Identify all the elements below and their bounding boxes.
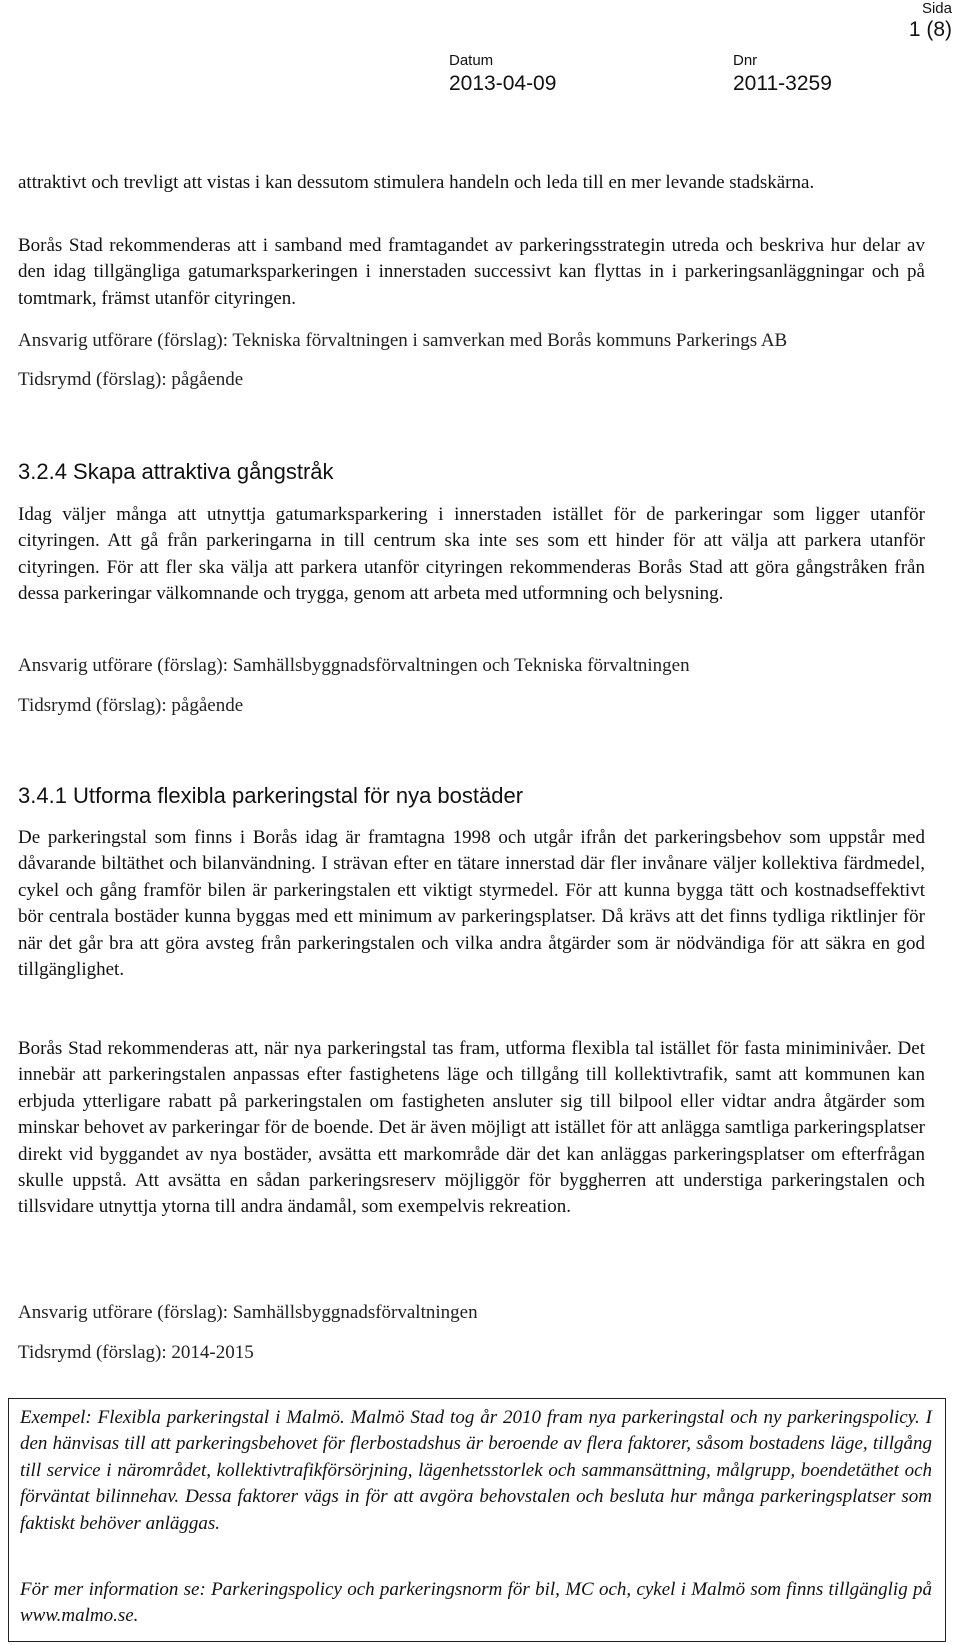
date-label: Datum xyxy=(449,52,494,69)
section-3-4-1-paragraph-1: De parkeringstal som finns i Borås idag är framtagna 1998 och utgår ifrån det parkeringsbehov som uppstår med dåvarande biltäthet och bilanvändning. I strävan efter en tätare innerstad där fler invånare väljer kollektiva färdmedel, cykel och gång framför bilen är parkeringstalen ett viktigt styrmedel. För att kunna bygga tätt och kostnadseffektivt bör centrala bostäder kunna byggas med ett minimum av parkeringsplatser. Då krävs att det finns tydliga riktlinjer för när det går bra att göra avsteg från parkeringstalen och vilka andra åtgärder som är nödvändiga för att säkra en god tillgänglighet. xyxy=(18,827,925,981)
intro-paragraph-1: attraktivt och trevligt att vistas i kan dessutom stimulera handeln och leda till en mer levande stadskärna. xyxy=(18,172,815,193)
intro-responsible: Ansvarig utförare (förslag): Tekniska förvaltningen i samverkan med Borås kommuns Parkerings AB xyxy=(18,330,788,351)
page-number: 1 (8) xyxy=(908,18,952,41)
section-heading-3-2-4: 3.2.4 Skapa attraktiva gångstråk xyxy=(18,459,334,484)
dnr-label: Dnr xyxy=(733,52,758,69)
more-info-paragraph: För mer information se: Parkeringspolicy och parkeringsnorm för bil, MC och, cykel i Malmö som finns tillgänglig på www.malmo.se. xyxy=(20,1579,932,1627)
section-3-4-1-timeframe: Tidsrymd (förslag): 2014-2015 xyxy=(18,1342,254,1363)
section-3-4-1-responsible: Ansvarig utförare (förslag): Samhällsbyggnadsförvaltningen xyxy=(18,1302,478,1323)
dnr-value: 2011-3259 xyxy=(733,72,832,95)
intro-timeframe: Tidsrymd (förslag): pågående xyxy=(18,369,244,390)
example-box xyxy=(8,1398,946,1642)
section-3-2-4-responsible: Ansvarig utförare (förslag): Samhällsbyggnadsförvaltningen och Tekniska förvaltningen xyxy=(18,655,690,676)
page-label: Sida xyxy=(921,0,952,17)
section-3-4-1-paragraph-2: Borås Stad rekommenderas att, när nya parkeringstal tas fram, utforma flexibla tal istället för fasta miniminivåer. Det innebär att parkeringstalen anpassas efter fastighetens läge och tillgång till kollektivtrafik, samt att kommunen kan erbjuda ytterligare rabatt på parkeringstalen om fastigheten ansluter sig till bilpool eller vidtar andra åtgärder som minskar behovet av parkeringar för de boende. Det är även möjligt att istället för att anlägga samtliga parkeringsplatser direkt vid byggandet av nya bostäder, avsätta ett markområde där det kan anläggas parkeringsplatser om efterfrågan skulle uppstå. Att avsätta en sådan parkeringsreserv möjliggör för byggherren att understiga parkeringstalen och tillsvidare utnyttja ytorna till andra ändamål, som exempelvis rekreation. xyxy=(18,1038,925,1218)
section-heading-3-4-1: 3.4.1 Utforma flexibla parkeringstal för nya bostäder xyxy=(18,783,524,808)
date-value: 2013-04-09 xyxy=(449,72,557,95)
section-3-2-4-paragraph: Idag väljer många att utnyttja gatumarksparkering i innerstaden istället för de parkeringar som ligger utanför cityringen. Att gå från parkeringarna in till centrum ska inte ses som ett hinder för att välja att parkera utanför cityringen. För att fler ska välja att parkera utanför cityringen rekommenderas Borås Stad att göra gångstråken från dessa parkeringar välkomnande och trygga, genom att arbeta med utformning och belysning. xyxy=(18,504,925,605)
example-paragraph: Exempel: Flexibla parkeringstal i Malmö. Malmö Stad tog år 2010 fram nya parkeringstal och ny parkeringspolicy. I den hänvisas till att parkeringsbehovet för flerbostadshus är beroende av flera faktorer, såsom bostadens läge, tillgång till service i närområdet, kollektivtrafikförsörjning, lägenhetsstorlek och sammansättning, målgrupp, boendetäthet och förväntat bilinnehav. Dessa faktorer vägs in för att avgöra behovstalen och besluta hur många parkeringsplatser som faktiskt behöver anläggas. xyxy=(20,1407,932,1534)
section-3-2-4-timeframe: Tidsrymd (förslag): pågående xyxy=(18,695,244,716)
intro-paragraph-2: Borås Stad rekommenderas att i samband med framtagandet av parkeringsstrategin utreda och beskriva hur delar av den idag tillgängliga gatumarksparkeringen i innerstaden successivt kan flyttas in i parkeringsanläggningar och på tomtmark, främst utanför cityringen. xyxy=(18,235,925,309)
